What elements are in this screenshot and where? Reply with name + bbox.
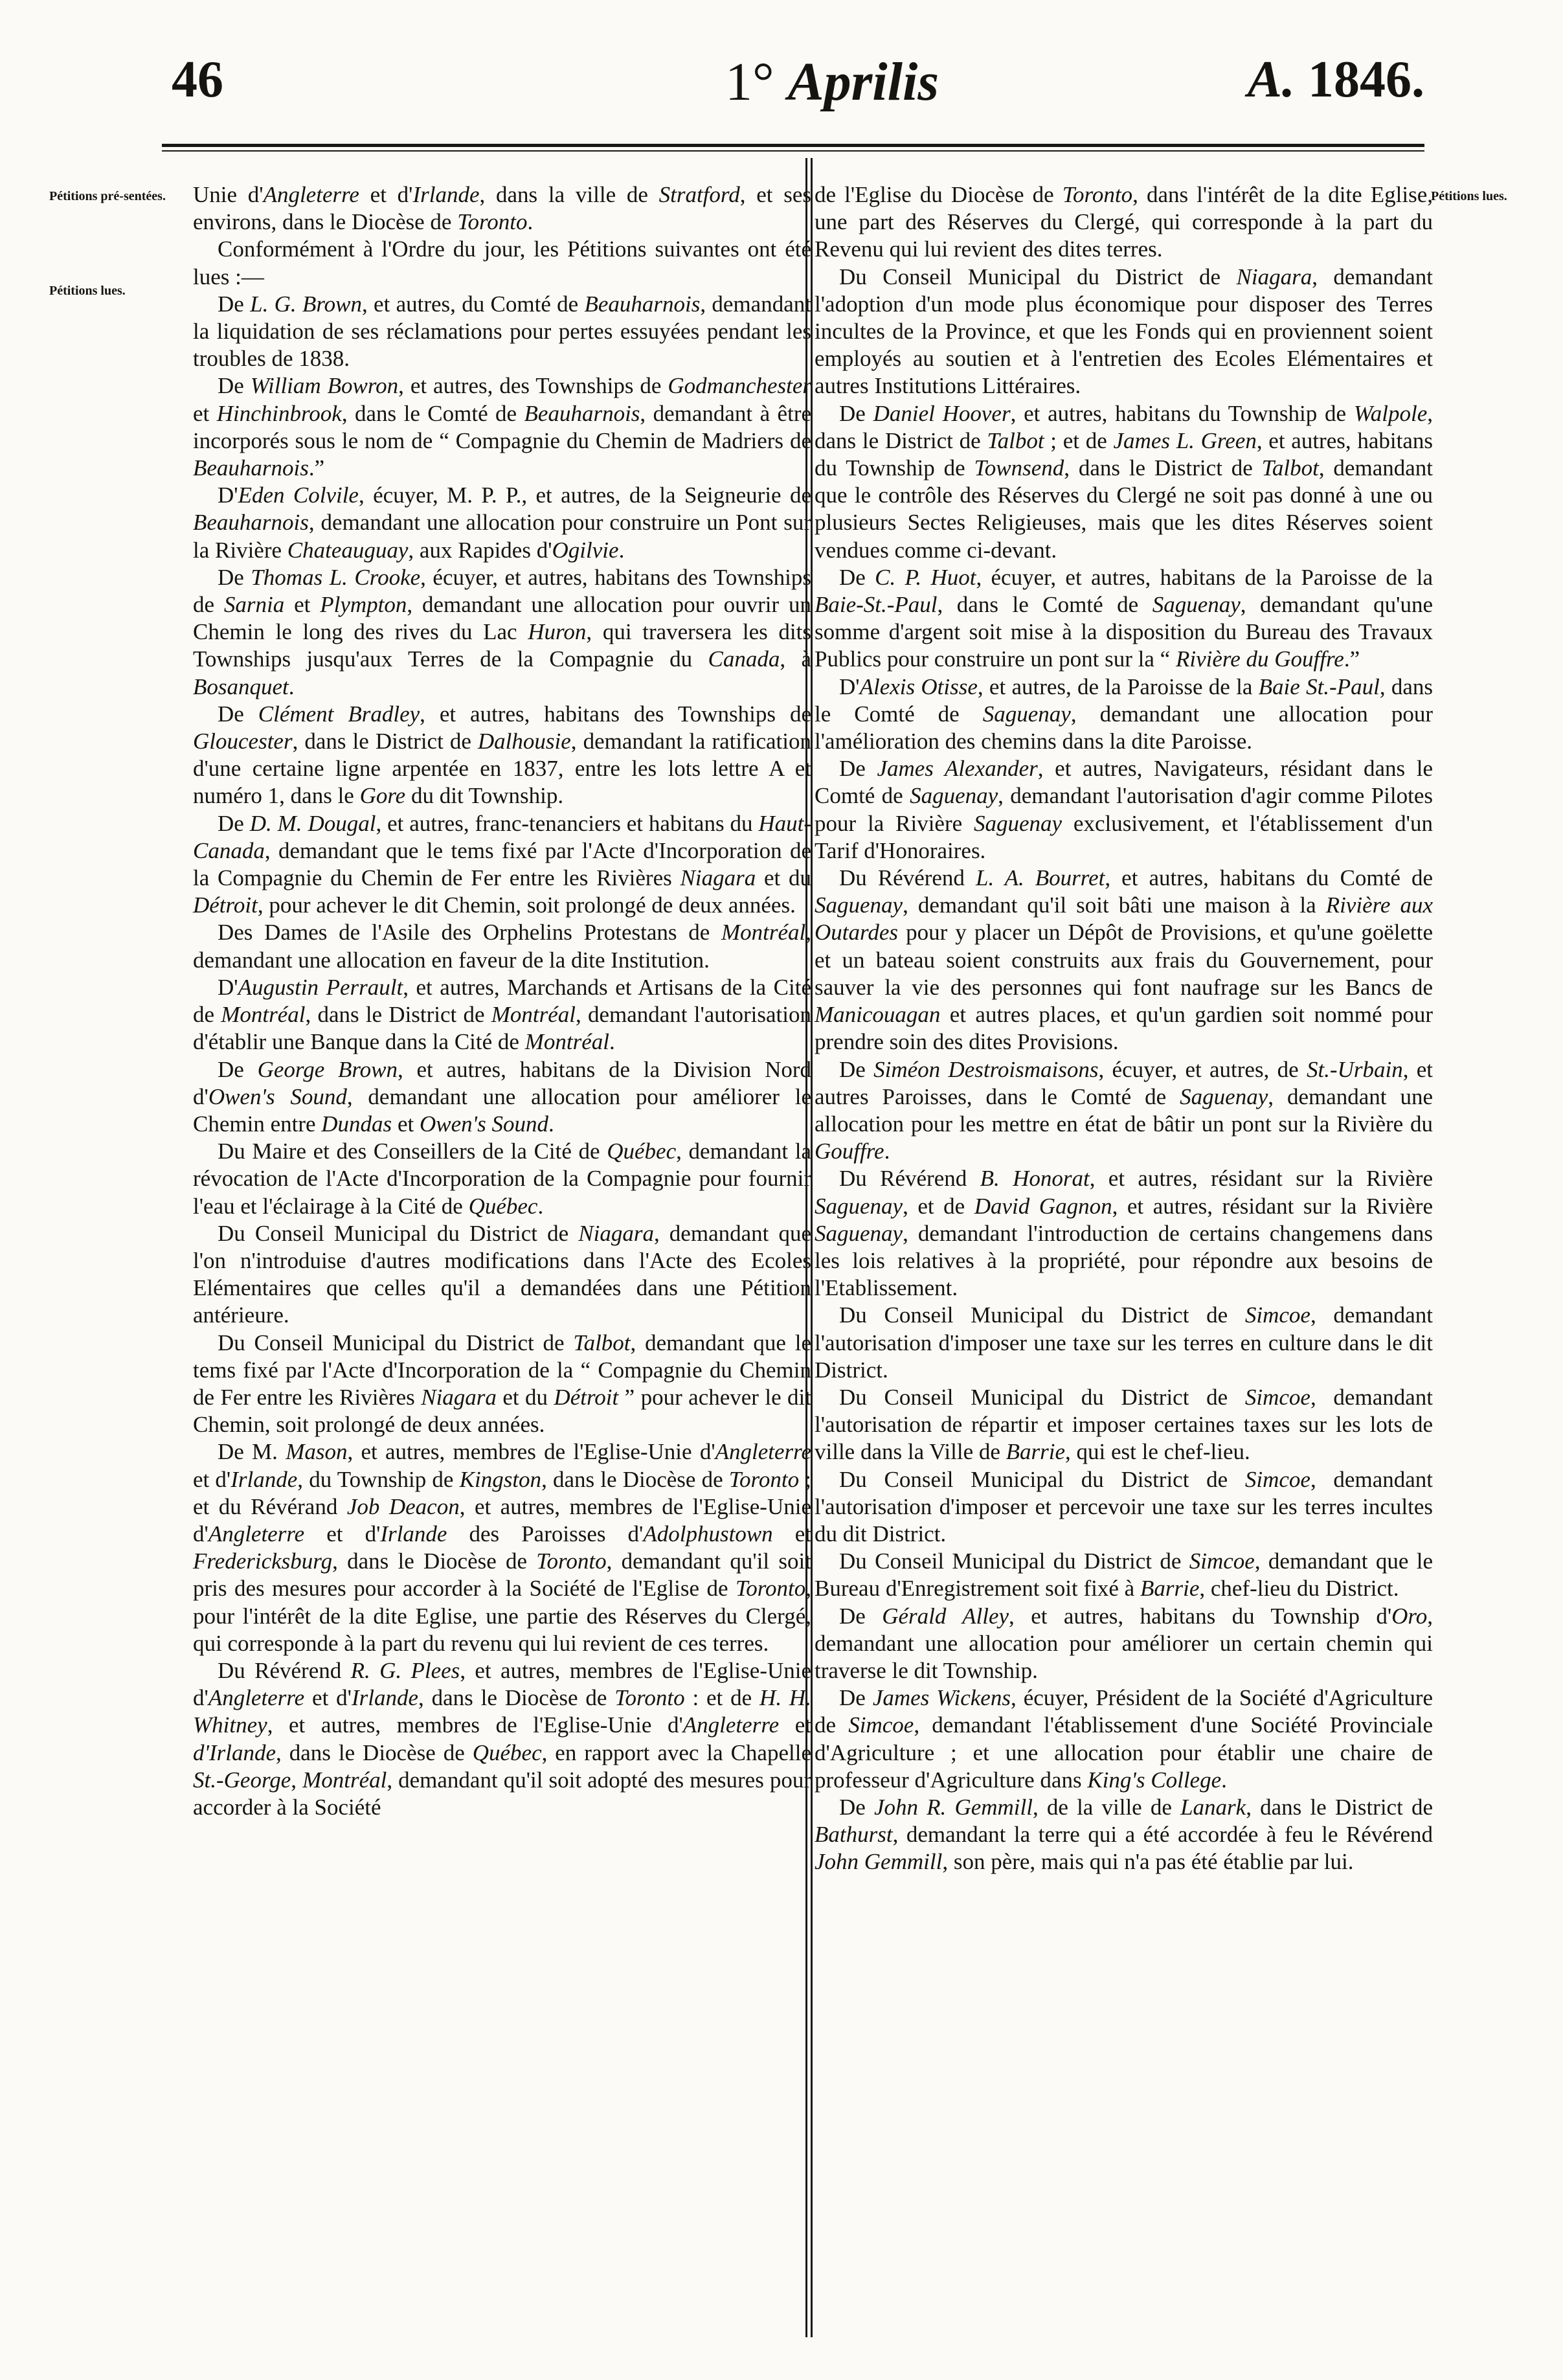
italic-proper-name: John R. Gemmill <box>873 1794 1033 1820</box>
petition-paragraph: Du Conseil Municipal du District de Simcoe, demandant l'autorisation d'imposer une taxe sur les terres en culture dans le dit District. <box>815 1302 1433 1383</box>
petition-paragraph: De D. M. Dougal, et autres, franc-tenanciers et habitans du Haut-Canada, demandant que le tems fixé par l'Acte d'Incorporation de la Compagnie du Chemin de Fer entre les Rivières Niagara et du Détroit, pour achever le dit Chemin, soit prolongé de deux années. <box>193 810 812 918</box>
italic-proper-name: Angleterre <box>208 1521 305 1547</box>
italic-proper-name: Détroit <box>193 892 258 918</box>
italic-proper-name: H. H. Whitney <box>193 1685 811 1738</box>
italic-proper-name: Saguenay <box>982 701 1071 727</box>
petition-paragraph: De M. Mason, et autres, membres de l'Eglise-Unie d'Angleterre et d'Irlande, du Township de Kingston, dans le Diocèse de Toronto ; et du Révérand Job Deacon, et autres, membres de l'Eglise-Unie d'Angleterre et d'Irlande des Paroisses d'Adolphustown et Fredericksburg, dans le Diocèse de Toronto, demandant qu'il soit pris des mesures pour accorder à la Société de l'Eglise de Toronto, pour l'intérêt de la dite Eglise, une partie des Réserves du Clergé, qui corresponde à la part du revenu qui lui revient de ces terres. <box>193 1439 811 1656</box>
italic-proper-name: Clément Bradley <box>258 701 420 727</box>
italic-proper-name: Baie-St.-Paul <box>815 592 938 618</box>
italic-proper-name: Gloucester <box>193 729 293 754</box>
petition-paragraph: Du Maire et des Conseillers de la Cité de Québec, demandant la révocation de l'Acte d'Incorporation de la Compagnie pour fournir l'eau et l'éclairage à la Cité de Québec. <box>193 1139 812 1219</box>
petition-paragraph: Conformément à l'Ordre du jour, les Pétitions suivantes ont été lues :— <box>193 236 811 289</box>
italic-proper-name: Saguenay <box>815 1220 903 1246</box>
italic-proper-name: Eden Colvile <box>238 482 359 508</box>
italic-proper-name: Québec <box>472 1740 542 1765</box>
italic-proper-name: Dundas <box>321 1111 392 1137</box>
italic-proper-name: Beauharnois <box>193 455 309 481</box>
italic-proper-name: Stratford <box>658 182 740 207</box>
petition-paragraph: De C. P. Huot, écuyer, et autres, habitans de la Paroisse de la Baie-St.-Paul, dans le Comté de Saguenay, demandant qu'une somme d'argent soit mise à la disposition du Bureau des Travaux Publics pour construire un pont sur la “ Rivière du Gouffre.” <box>815 564 1433 672</box>
petition-paragraph: Du Révérend L. A. Bourret, et autres, habitans du Comté de Saguenay, demandant qu'il soit bâti une maison à la Rivière aux Outardes pour y placer un Dépôt de Provisions, et qu'une goëlette et un bateau soient construits aux frais du Gouvernement, pour sauver la vie des personnes qui font naufrage sur les Bancs de Manicouagan et autres places, et qu'un gardien soit nommé pour prendre soin des dites Provisions. <box>815 865 1433 1055</box>
italic-proper-name: Talbot <box>1261 455 1319 481</box>
italic-proper-name: Sarnia <box>223 592 285 618</box>
petition-paragraph: Du Conseil Municipal du District de Niagara, demandant l'adoption d'un mode plus économique pour disposer des Terres incultes de la Province, et que les Fonds qui en proviennent soient employés au soutien et à l'entretien des Ecoles Elémentaires et autres Institutions Littéraires. <box>815 264 1433 399</box>
italic-proper-name: Saguenay <box>815 892 903 918</box>
italic-proper-name: Walpole <box>1353 400 1428 426</box>
italic-proper-name: Saguenay <box>815 1193 903 1219</box>
petition-paragraph: Du Conseil Municipal du District de Talbot, demandant que le tems fixé par l'Acte d'Incorporation de la “ Compagnie du Chemin de Fer entre les Rivières Niagara et du Détroit ” pour achever le dit Chemin, soit prolongé de deux années. <box>193 1330 811 1438</box>
italic-proper-name: Saguenay <box>1180 1083 1268 1109</box>
italic-proper-name: Chateauguay <box>287 537 409 563</box>
italic-proper-name: L. G. Brown <box>250 291 362 317</box>
italic-proper-name: St.-George <box>193 1767 291 1793</box>
petition-paragraph: De L. G. Brown, et autres, du Comté de Beauharnois, demandant la liquidation de ses réclamations pour pertes essuyées pendant les troubles de 1838. <box>193 291 811 372</box>
petition-paragraph: De John R. Gemmill, de la ville de Lanark, dans le District de Bathurst, demandant la terre qui a été accordée à feu le Révérend John Gemmill, son père, mais qui n'a pas été établie par lui. <box>815 1794 1433 1875</box>
italic-proper-name: Toronto <box>536 1548 607 1574</box>
italic-proper-name: Toronto <box>614 1685 685 1711</box>
italic-proper-name: Irlande <box>231 1466 298 1492</box>
petition-paragraph: Du Révérend R. G. Plees, et autres, membres de l'Eglise-Unie d'Angleterre et d'Irlande, dans le Diocèse de Toronto : et de H. H. Whitney, et autres, membres de l'Eglise-Unie d'Angleterre et d'Irlande, dans le Diocèse de Québec, en rapport avec la Chapelle St.-George, Montréal, demandant qu'il soit adopté des mesures pour accorder à la Société <box>193 1657 812 1820</box>
page-number: 46 <box>172 51 223 108</box>
petition-paragraph: De William Bowron, et autres, des Townships de Godmanchester et Hinchinbrook, dans le Comté de Beauharnois, demandant à être incorporés sous le nom de “ Compagnie du Chemin de Madriers de Beauharnois.” <box>193 373 812 481</box>
italic-proper-name: John Gemmill <box>815 1849 943 1875</box>
italic-proper-name: Thomas L. Crooke <box>251 564 421 590</box>
italic-proper-name: Talbot <box>987 427 1044 453</box>
petition-paragraph: Du Révérend B. Honorat, et autres, résidant sur la Rivière Saguenay, et de David Gagnon, et autres, résidant sur la Rivière Saguenay, demandant l'introduction de certains changemens dans les lois relatives à la propriété, pour répondre aux besoins de l'Etablissement. <box>815 1166 1433 1301</box>
italic-proper-name: Irlande <box>351 1685 419 1711</box>
italic-proper-name: R. G. Plees <box>350 1657 460 1683</box>
italic-proper-name: James Wickens <box>872 1685 1011 1711</box>
italic-proper-name: Ogilvie <box>552 537 619 563</box>
italic-proper-name: Simcoe <box>1244 1384 1310 1410</box>
italic-proper-name: Montréal <box>491 1002 576 1028</box>
italic-proper-name: Canada <box>708 646 780 672</box>
italic-proper-name: Rivière aux Outardes <box>815 892 1433 946</box>
italic-proper-name: Gérald Alley <box>882 1603 1009 1629</box>
header-month: Aprilis <box>787 52 939 112</box>
italic-proper-name: Toronto <box>457 209 528 235</box>
italic-proper-name: Kingston <box>459 1466 542 1492</box>
italic-proper-name: Saguenay <box>974 810 1063 836</box>
italic-proper-name: Baie St.-Paul <box>1258 674 1380 699</box>
italic-proper-name: Siméon Destroismaisons <box>873 1056 1099 1082</box>
italic-proper-name: Toronto <box>728 1466 800 1492</box>
italic-proper-name: Beauharnois <box>524 400 640 426</box>
italic-proper-name: St.-Urbain <box>1306 1056 1403 1082</box>
italic-proper-name: Barrie <box>1006 1439 1066 1465</box>
italic-proper-name: James Alexander <box>877 756 1038 782</box>
petition-paragraph: De Clément Bradley, et autres, habitans des Townships de Gloucester, dans le District de Dalhousie, demandant la ratification d'une certaine ligne arpentée en 1837, entre les lots lettre A et numéro 1, dans le Gore du dit Township. <box>193 701 812 809</box>
italic-proper-name: Gouffre <box>815 1139 884 1164</box>
petition-paragraph: Unie d'Angleterre et d'Irlande, dans la ville de Stratford, et ses environs, dans le Diocèse de Toronto. <box>193 182 811 235</box>
petition-paragraph: De Thomas L. Crooke, écuyer, et autres, habitans des Townships de Sarnia et Plympton, demandant une allocation pour ouvrir un Chemin le long des rives du Lac Huron, qui traversera les dits Townships jusqu'aux Terres de la Compagnie du Canada, à Bosanquet. <box>193 564 811 699</box>
margin-note-read-left: Pétitions lues. <box>49 284 126 298</box>
italic-proper-name: Talbot <box>573 1330 631 1355</box>
italic-proper-name: James L. Green <box>1113 427 1257 453</box>
petition-paragraph: Des Dames de l'Asile des Orphelins Protestans de Montréal, demandant une allocation en faveur de la dite Institution. <box>193 920 811 973</box>
italic-proper-name: Godmanchester <box>668 373 812 399</box>
italic-proper-name: William Bowron <box>250 373 399 399</box>
italic-proper-name: Angleterre <box>715 1439 811 1465</box>
header-year <box>1248 51 1424 109</box>
italic-proper-name: D. M. Dougal <box>249 810 376 836</box>
italic-proper-name: Montréal <box>524 1029 609 1055</box>
petition-paragraph: D'Eden Colvile, écuyer, M. P. P., et autres, de la Seigneurie de Beauharnois, demandant une allocation pour construire un Pont sur la Rivière Chateauguay, aux Rapides d'Ogilvie. <box>193 482 811 563</box>
margin-note-presented: Pétitions pré-sentées. <box>49 189 166 203</box>
italic-proper-name: Irlande <box>380 1521 447 1547</box>
italic-proper-name: King's College <box>1087 1767 1222 1793</box>
italic-proper-name: d'Irlande <box>193 1740 276 1765</box>
header-year-number: 1846. <box>1308 51 1424 108</box>
italic-proper-name: Angleterre <box>208 1685 305 1711</box>
header-rule-thick <box>162 144 1424 147</box>
italic-proper-name: Oro <box>1391 1603 1428 1629</box>
italic-proper-name: Daniel Hoover <box>873 400 1011 426</box>
italic-proper-name: Huron <box>528 619 587 645</box>
petition-paragraph: De Gérald Alley, et autres, habitans du Township d'Oro, demandant une allocation pour améliorer un certain chemin qui traverse le dit Township. <box>815 1603 1434 1683</box>
petition-paragraph: D'Augustin Perrault, et autres, Marchands et Artisans de la Cité de Montréal, dans le District de Montréal, demandant l'autorisation d'établir une Banque dans la Cité de Montréal. <box>193 974 811 1055</box>
italic-proper-name: Simcoe <box>1244 1302 1310 1328</box>
header-rule-thin <box>162 150 1424 152</box>
petition-paragraph: De Daniel Hoover, et autres, habitans du Township de Walpole, dans le District de Talbot ; et de James L. Green, et autres, habitans du Township de Townsend, dans le District de Talbot, demandant que le contrôle des Réserves du Clergé ne soit pas donné à une ou plusieurs Sectes Religieuses, mais que les dites Réserves soient vendues comme ci-devant. <box>815 400 1433 563</box>
italic-proper-name: Québec <box>607 1139 677 1164</box>
margin-note-read-right: Pétitions lues. <box>1431 189 1507 203</box>
italic-proper-name: Niagara <box>578 1220 654 1246</box>
italic-proper-name: Bosanquet <box>193 674 289 699</box>
italic-proper-name: Augustin Perrault <box>238 974 403 1000</box>
italic-proper-name: Beauharnois <box>584 291 701 317</box>
petition-paragraph: Du Conseil Municipal du District de Simcoe, demandant que le Bureau d'Enregistrement soit fixé à Barrie, chef-lieu du District. <box>815 1548 1433 1602</box>
italic-proper-name: Montréal <box>721 920 806 946</box>
italic-proper-name: Montréal <box>221 1002 306 1028</box>
left-column <box>193 181 811 1821</box>
italic-proper-name: Québec <box>468 1193 538 1219</box>
italic-proper-name: Rivière du Gouffre <box>1175 646 1344 672</box>
petition-paragraph: De James Wickens, écuyer, Président de la Société d'Agriculture de Simcoe, demandant l'établissement d'une Société Provinciale d'Agriculture ; et une allocation pour établir une chaire de professeur d'Agriculture dans King's College. <box>815 1685 1434 1793</box>
italic-proper-name: Hinchinbrook <box>216 400 342 426</box>
italic-proper-name: Niagara <box>1236 264 1312 289</box>
italic-proper-name: Plympton <box>320 592 407 618</box>
italic-proper-name: Saguenay <box>1152 592 1241 618</box>
petition-paragraph: de l'Eglise du Diocèse de Toronto, dans l'intérêt de la dite Eglise, une part des Réserves du Clergé, qui corresponde à la part du Revenu qui lui revient des dites terres. <box>815 182 1433 262</box>
italic-proper-name: Irlande <box>412 182 480 207</box>
italic-proper-name: Barrie <box>1140 1576 1200 1602</box>
italic-proper-name: Fredericksburg <box>193 1548 333 1574</box>
italic-proper-name: Toronto <box>1062 182 1133 207</box>
italic-proper-name: Dalhousie <box>477 729 571 754</box>
petition-paragraph: Du Conseil Municipal du District de Simcoe, demandant l'autorisation d'imposer et percevoir une taxe sur les terres incultes du dit District. <box>815 1466 1433 1547</box>
petition-paragraph: De James Alexander, et autres, Navigateurs, résidant dans le Comté de Saguenay, demandant l'autorisation d'agir comme Pilotes pour la Rivière Saguenay exclusivement, et l'établissement d'un Tarif d'Honoraires. <box>815 756 1433 863</box>
italic-proper-name: Simcoe <box>848 1712 914 1738</box>
page-header <box>162 47 1424 118</box>
italic-proper-name: Angleterre <box>263 182 359 207</box>
italic-proper-name: Owen's Sound <box>419 1111 548 1137</box>
italic-proper-name: Niagara <box>680 865 756 891</box>
italic-proper-name: Manicouagan <box>815 1002 941 1028</box>
italic-proper-name: Toronto <box>735 1576 806 1602</box>
petition-paragraph: De Siméon Destroismaisons, écuyer, et autres, de St.-Urbain, et autres Paroisses, dans le Comté de Saguenay, demandant une allocation pour les mettre en état de bâtir un pont sur la Rivière du Gouffre. <box>815 1056 1433 1164</box>
italic-proper-name: Lanark <box>1180 1794 1246 1820</box>
italic-proper-name: Simcoe <box>1189 1548 1255 1574</box>
italic-proper-name: Owen's Sound <box>208 1083 347 1109</box>
italic-proper-name: C. P. Huot <box>875 564 976 590</box>
italic-proper-name: Mason <box>286 1439 348 1465</box>
italic-proper-name: Alexis Otisse <box>859 674 978 699</box>
italic-proper-name: Gore <box>359 783 406 809</box>
italic-proper-name: Adolphustown <box>643 1521 773 1547</box>
italic-proper-name: Montréal <box>302 1767 387 1793</box>
petition-paragraph: D'Alexis Otisse, et autres, de la Paroisse de la Baie St.-Paul, dans le Comté de Saguenay, demandant une allocation pour l'amélioration des chemins dans la dite Paroisse. <box>815 674 1433 754</box>
italic-proper-name: Beauharnois <box>193 510 309 536</box>
italic-proper-name: Bathurst <box>815 1822 893 1848</box>
italic-proper-name: Détroit <box>554 1384 619 1410</box>
italic-proper-name: Niagara <box>421 1384 497 1410</box>
italic-proper-name: Saguenay <box>910 783 998 809</box>
italic-proper-name: Townsend <box>974 455 1064 481</box>
petition-paragraph: Du Conseil Municipal du District de Niagara, demandant que l'on n'introduise d'autres modifications dans l'Acte des Ecoles Elémentaires que celles qu'il a demandées dans une Pétition antérieure. <box>193 1220 812 1328</box>
italic-proper-name: Simcoe <box>1244 1466 1310 1492</box>
header-day: 1° <box>725 52 774 112</box>
italic-proper-name: L. A. Bourret <box>975 865 1105 891</box>
italic-proper-name: Angleterre <box>682 1712 780 1738</box>
italic-proper-name: Haut-Canada <box>193 810 812 863</box>
italic-proper-name: B. Honorat <box>980 1166 1090 1192</box>
italic-proper-name: George Brown <box>257 1056 398 1082</box>
header-date <box>725 51 939 113</box>
right-column <box>815 181 1433 1876</box>
petition-paragraph: De George Brown, et autres, habitans de la Division Nord d'Owen's Sound, demandant une allocation pour améliorer le Chemin entre Dundas et Owen's Sound. <box>193 1056 812 1137</box>
header-year-prefix: A. <box>1247 51 1295 108</box>
petition-paragraph: Du Conseil Municipal du District de Simcoe, demandant l'autorisation de répartir et imposer certaines taxes sur les lots de ville dans la Ville de Barrie, qui est le chef-lieu. <box>815 1384 1433 1465</box>
italic-proper-name: Job Deacon <box>346 1493 460 1519</box>
italic-proper-name: David Gagnon <box>974 1193 1112 1219</box>
